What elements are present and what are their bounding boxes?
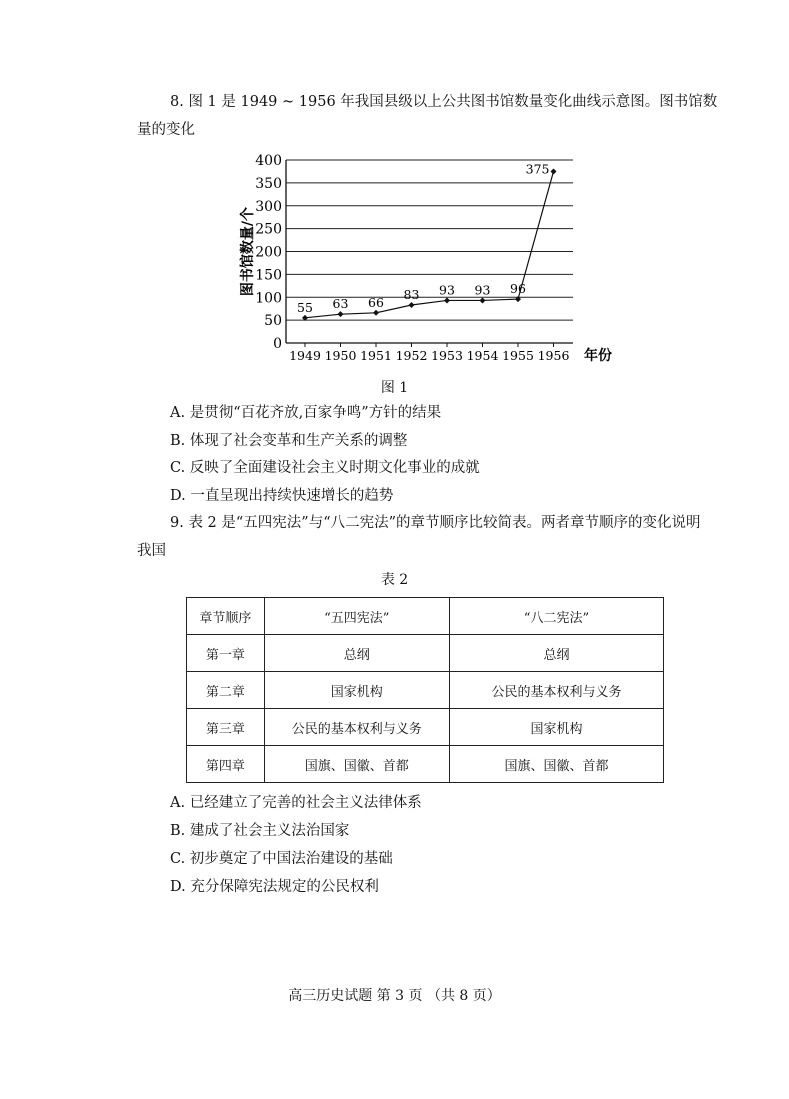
question-9-stem-line1: 9. 表 2 是“五四宪法”与“八二宪法”的章节顺序比较简表。两者章节顺序的变化说明 [170, 515, 701, 531]
question-8-option-a: A. 是贯彻“百花齐放,百家争鸣”方针的结果 [170, 405, 442, 421]
y-tick-label: 150 [255, 267, 282, 284]
data-point-marker [409, 302, 415, 308]
data-label: 96 [510, 281, 526, 297]
y-tick-label: 50 [264, 313, 282, 330]
data-label: 63 [332, 296, 349, 312]
table-cell: 公民的基本权利与义务 [264, 709, 449, 746]
data-label: 93 [439, 282, 455, 298]
table-header-row [187, 598, 664, 635]
library-count-line-chart [0, 150, 789, 370]
data-point-marker [444, 297, 450, 303]
question-8-option-b: B. 体现了社会变革和生产关系的调整 [170, 433, 408, 449]
question-8-option-c: C. 反映了全面建设社会主义时期文化事业的成就 [170, 460, 480, 476]
y-tick-label: 300 [255, 198, 282, 215]
table-header-cell: 章节顺序 [187, 598, 265, 635]
y-tick-label: 200 [255, 244, 282, 261]
question-9-option-c: C. 初步奠定了中国法治建设的基础 [170, 851, 393, 867]
question-8-option-d: D. 一直呈现出持续快速增长的趋势 [170, 488, 394, 504]
x-tick-label: 1955 [502, 348, 534, 363]
table-cell: 国家机构 [264, 672, 449, 709]
y-tick-label: 250 [255, 221, 282, 238]
data-label: 83 [403, 287, 420, 303]
y-tick-label: 350 [255, 175, 282, 192]
data-label: 93 [474, 282, 491, 298]
data-point-marker [338, 311, 344, 317]
x-tick-label: 1951 [360, 348, 392, 363]
table-cell: 第四章 [187, 746, 265, 783]
data-point-marker [480, 297, 486, 303]
data-point-marker [551, 168, 557, 174]
x-axis-title: 年份 [584, 348, 612, 364]
x-tick-label: 1953 [431, 348, 463, 363]
data-label: 375 [525, 161, 550, 177]
figure-1-caption: 图 1 [380, 380, 409, 396]
x-tick-label: 1956 [537, 348, 570, 363]
table-row [187, 746, 664, 783]
y-axis-title: 图书馆数量/个 [240, 206, 256, 297]
page-footer: 高三历史试题 第 3 页 （共 8 页） [288, 988, 501, 1004]
constitution-comparison-table [186, 597, 664, 783]
data-point-marker [373, 310, 379, 316]
question-8-stem-line1: 8. 图 1 是 1949 ~ 1956 年我国县级以上公共图书馆数量变化曲线示意图。图书馆数 [170, 94, 718, 110]
data-label: 66 [368, 294, 384, 310]
table-header-cell: “八二宪法” [449, 598, 663, 635]
table-cell: 总纲 [449, 635, 663, 672]
table-cell: 公民的基本权利与义务 [449, 672, 663, 709]
y-tick-label: 100 [255, 290, 282, 307]
table-row [187, 709, 664, 746]
table-row [187, 635, 664, 672]
table-cell: 国家机构 [449, 709, 663, 746]
question-9-option-a: A. 已经建立了完善的社会主义法律体系 [170, 795, 422, 811]
table-cell: 第三章 [187, 709, 265, 746]
table-cell: 第二章 [187, 672, 265, 709]
table-cell: 国旗、国徽、首都 [449, 746, 663, 783]
table-header-cell: “五四宪法” [264, 598, 449, 635]
table-cell: 第一章 [187, 635, 265, 672]
y-tick-label: 0 [273, 336, 282, 352]
question-9-option-d: D. 充分保障宪法规定的公民权利 [170, 879, 379, 895]
x-tick-label: 1949 [289, 348, 321, 363]
table-2-caption: 表 2 [380, 572, 409, 588]
question-9-stem-line2: 我国 [137, 543, 166, 559]
x-tick-label: 1952 [395, 348, 428, 363]
y-tick-label: 400 [255, 153, 282, 169]
x-tick-label: 1950 [324, 348, 357, 363]
table-cell: 国旗、国徽、首都 [264, 746, 449, 783]
table-cell: 总纲 [264, 635, 449, 672]
table-row [187, 672, 664, 709]
x-tick-label: 1954 [466, 348, 499, 363]
data-label: 55 [297, 299, 313, 315]
question-9-option-b: B. 建成了社会主义法治国家 [170, 823, 350, 839]
question-8-stem-line2: 量的变化 [137, 122, 195, 138]
